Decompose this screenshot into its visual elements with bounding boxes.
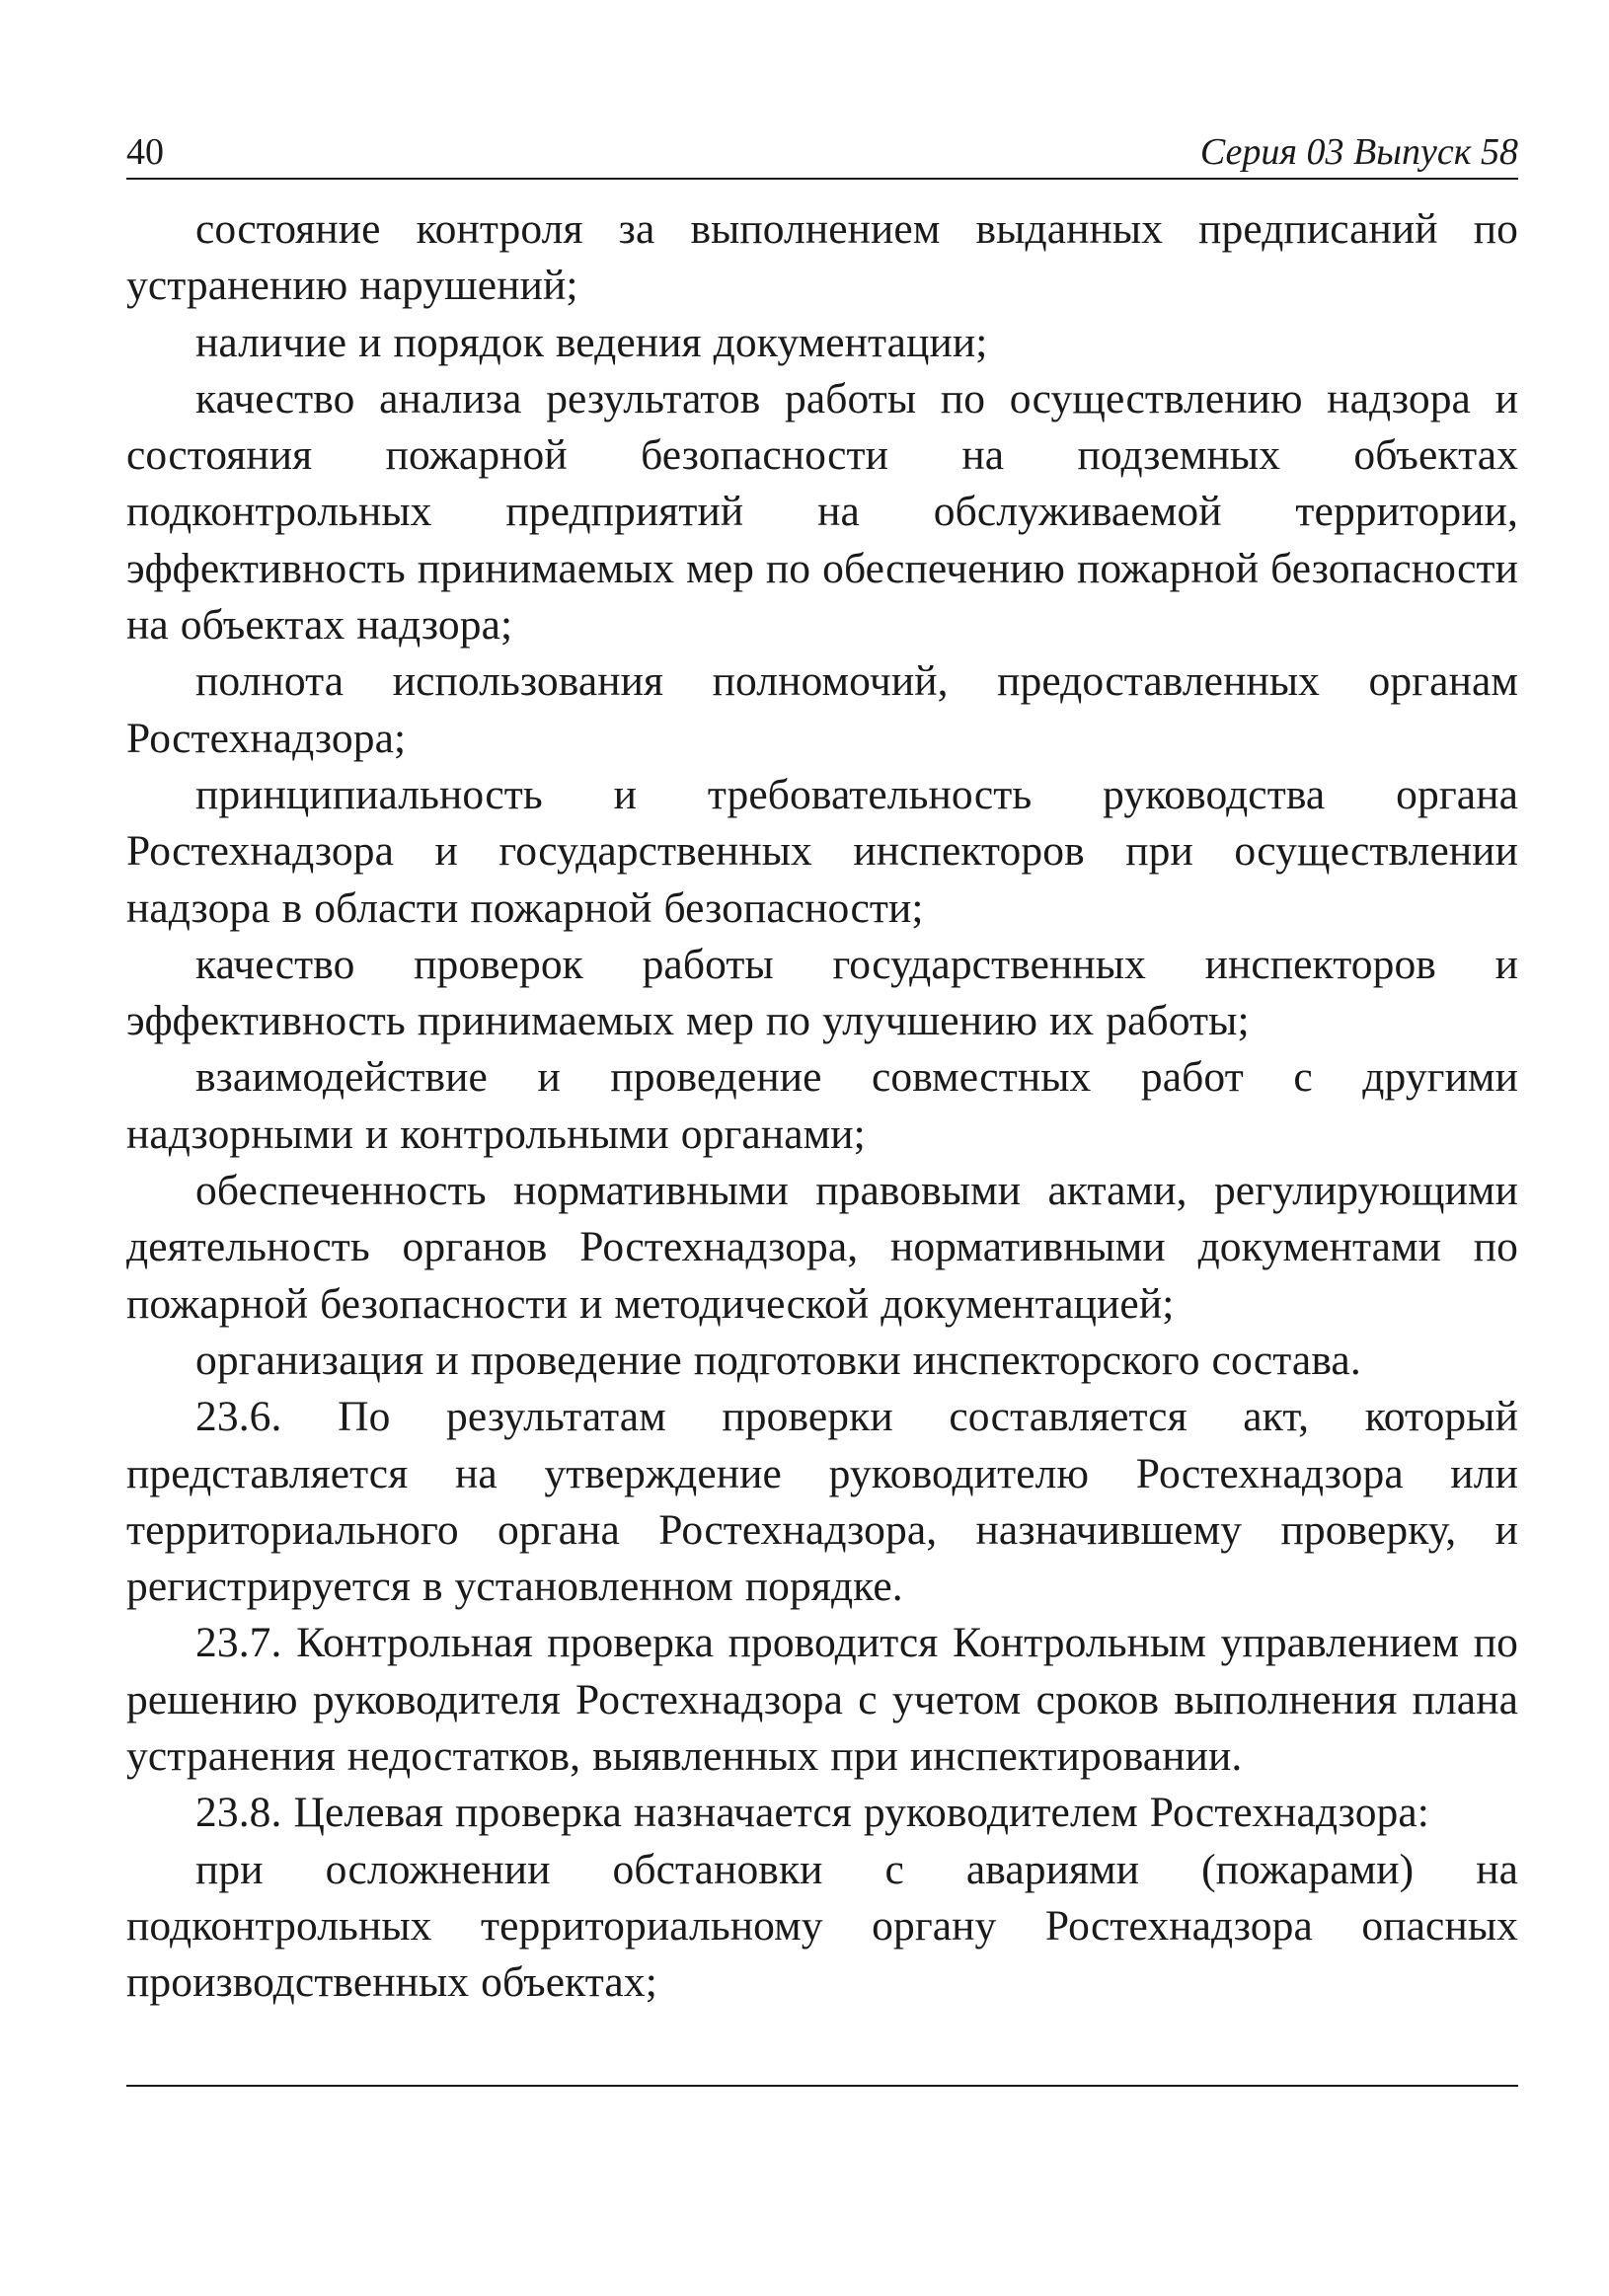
paragraph: обеспеченность нормативными правовыми актами, регулирующими деятельность органов Ростехнадзора, нормативными документами по пожарной безопасности и методической документацией;	[126, 1167, 1518, 1328]
page-header	[126, 118, 1518, 180]
page-number: 40	[126, 131, 164, 173]
paragraph: 23.6. По результатам проверки составляется акт, который представляется на утверждение руководителю Ростехнадзора или территориального органа Ростехнадзора, назначившему проверку, и регистрируется в установленном порядке.	[126, 1393, 1518, 1611]
paragraph: 23.7. Контрольная проверка проводится Контрольным управлением по решению руководителя Ростехнадзора с учетом сроков выполнения плана устранения недостатков, выявленных при инспектировании.	[126, 1619, 1518, 1781]
running-head: Серия 03 Выпуск 58	[1199, 131, 1518, 173]
document-page	[126, 118, 1518, 2012]
body-text	[126, 201, 1518, 2012]
paragraph: принципиальность и требовательность руководства органа Ростехнадзора и государственных инспекторов при осуществлении надзора в области пожарной безопасности;	[126, 770, 1518, 932]
paragraph: полнота использования полномочий, предоставленных органам Ростехнадзора;	[126, 657, 1518, 762]
paragraph: 23.8. Целевая проверка назначается руководителем Ростехнадзора:	[195, 1789, 1429, 1837]
paragraph: организация и проведение подготовки инспекторского состава.	[195, 1336, 1361, 1384]
paragraph: качество анализа результатов работы по осуществлению надзора и состояния пожарной безопасности на подземных объектах подконтрольных предприятий на обслуживаемой территории, эффективность принимаемых мер по обеспечению пожарной безопасности на объектах надзора;	[126, 374, 1518, 650]
paragraph: состояние контроля за выполнением выданных предписаний по устранению нарушений;	[126, 205, 1518, 310]
paragraph: наличие и порядок ведения документации;	[195, 318, 988, 366]
footer-rule	[126, 2085, 1518, 2087]
paragraph: при осложнении обстановки с авариями (пожарами) на подконтрольных территориальному органу Ростехнадзора опасных производственных объектах;	[126, 1845, 1518, 2007]
paragraph: взаимодействие и проведение совместных работ с другими надзорными и контрольными органами;	[126, 1053, 1518, 1158]
paragraph: качество проверок работы государственных инспекторов и эффективность принимаемых мер по улучшению их работы;	[126, 940, 1518, 1045]
